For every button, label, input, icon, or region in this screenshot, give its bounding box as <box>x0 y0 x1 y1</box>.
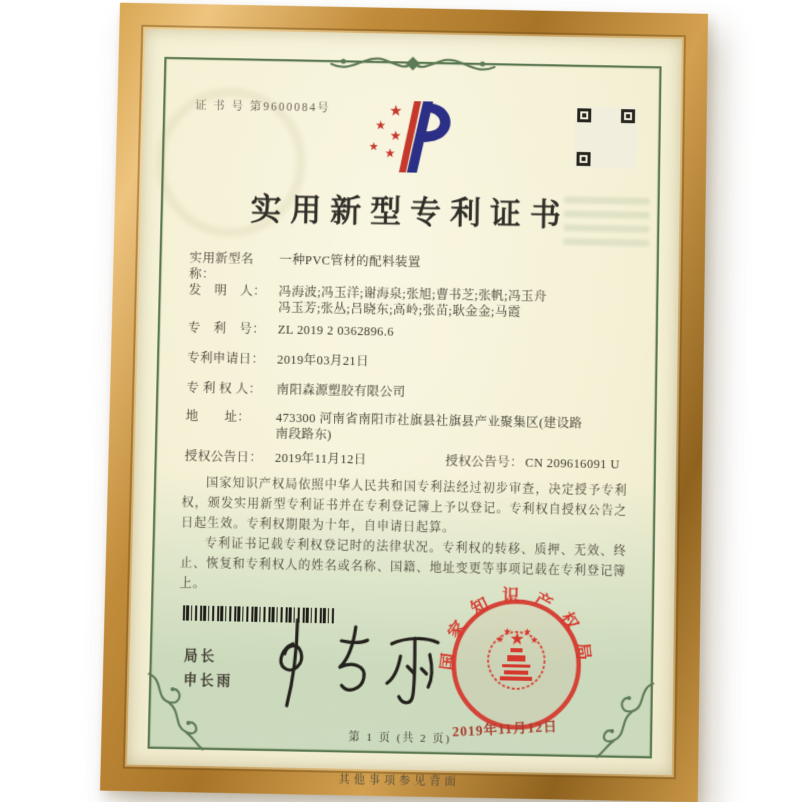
field-label: 发 明 人： <box>188 282 267 299</box>
field-label: 专利申请日： <box>186 350 265 367</box>
qr-finder-pattern <box>576 152 590 166</box>
signer-title: 局长 <box>183 647 218 664</box>
field-value: 2019年11月12日 <box>274 450 367 467</box>
legal-paragraph-1: 国家知识产权局依照中华人民共和国专利法经过初步审查，决定授予专利权，颁发实用新型专利证书并在专利登记簿上予以登记。专利权自授权公告之日起生效。专利权期限为十年，自申请日起算。 <box>180 475 628 535</box>
qr-code-icon <box>574 106 637 169</box>
field-address <box>185 408 627 449</box>
inventors-line-1: 冯海波;冯玉洋;谢海泉;张旭;曹书芝;张帆;冯玉舟 <box>278 284 547 304</box>
field-label: 专 利 号： <box>187 320 266 337</box>
page-number: 第 1 页 (共 2 页) <box>348 731 452 746</box>
seal-agency-text: 国家知识产权局 <box>437 586 595 674</box>
field-value: 473300 河南省南阳市社旗县社旗县产业聚集区(建设路南段路东) <box>275 410 583 442</box>
certificate-number: 证 书 号 第9600084号 <box>194 99 331 115</box>
qr-finder-pattern <box>577 108 591 122</box>
field-value: 南阳森源塑胶有限公司 <box>276 382 406 400</box>
certificate-title: 实用新型专利证书 <box>250 191 570 233</box>
field-value: 一种PVC管材的配料装置 <box>279 252 421 270</box>
field-label: 授权公告日： <box>184 449 263 465</box>
gold-picture-frame <box>100 3 708 802</box>
field-grant-date <box>185 448 418 469</box>
seal-date: 2019年11月12日 <box>451 718 559 740</box>
field-patent-number <box>188 320 628 344</box>
field-label: 实用新型名称： <box>188 250 255 282</box>
certificate-paper <box>127 29 682 789</box>
field-value <box>278 284 628 323</box>
field-value: CN 209616091 U <box>524 455 620 472</box>
official-red-seal <box>434 584 598 749</box>
inventors-line-2: 冯玉芳;张丛;吕晓东;高岭;张苗;耿金金;马霞 <box>278 300 521 320</box>
field-grant-number <box>445 453 620 472</box>
field-label: 授权公告号： <box>445 454 524 470</box>
legal-body-text <box>179 472 627 602</box>
see-back-note: 其他事项参见背面 <box>338 773 460 789</box>
field-value: 2019年03月21日 <box>276 352 370 369</box>
field-label: 地 址： <box>185 408 251 425</box>
signer-name: 申长雨 <box>183 672 234 689</box>
qr-finder-pattern <box>621 109 635 123</box>
legal-paragraph-2: 专利证书记载专利权登记时的法律状况。专利权的转移、质押、无效、终止、恢复和专利权人的姓名或名称、国籍、地址变更等事项记载在专利登记簿上。 <box>179 536 627 591</box>
cnipa-patent-logo-icon <box>361 92 462 177</box>
field-patentee <box>186 380 627 405</box>
field-label: 专 利 权 人： <box>186 380 262 397</box>
certificate-content-area <box>147 57 661 759</box>
field-filing-date <box>187 350 628 374</box>
field-grant-row <box>185 448 627 473</box>
signer-block <box>183 644 234 694</box>
border-top-ornament-icon <box>323 48 503 79</box>
field-value: ZL 2019 2 0362896.6 <box>277 322 395 339</box>
handwritten-signature-icon <box>255 613 454 714</box>
